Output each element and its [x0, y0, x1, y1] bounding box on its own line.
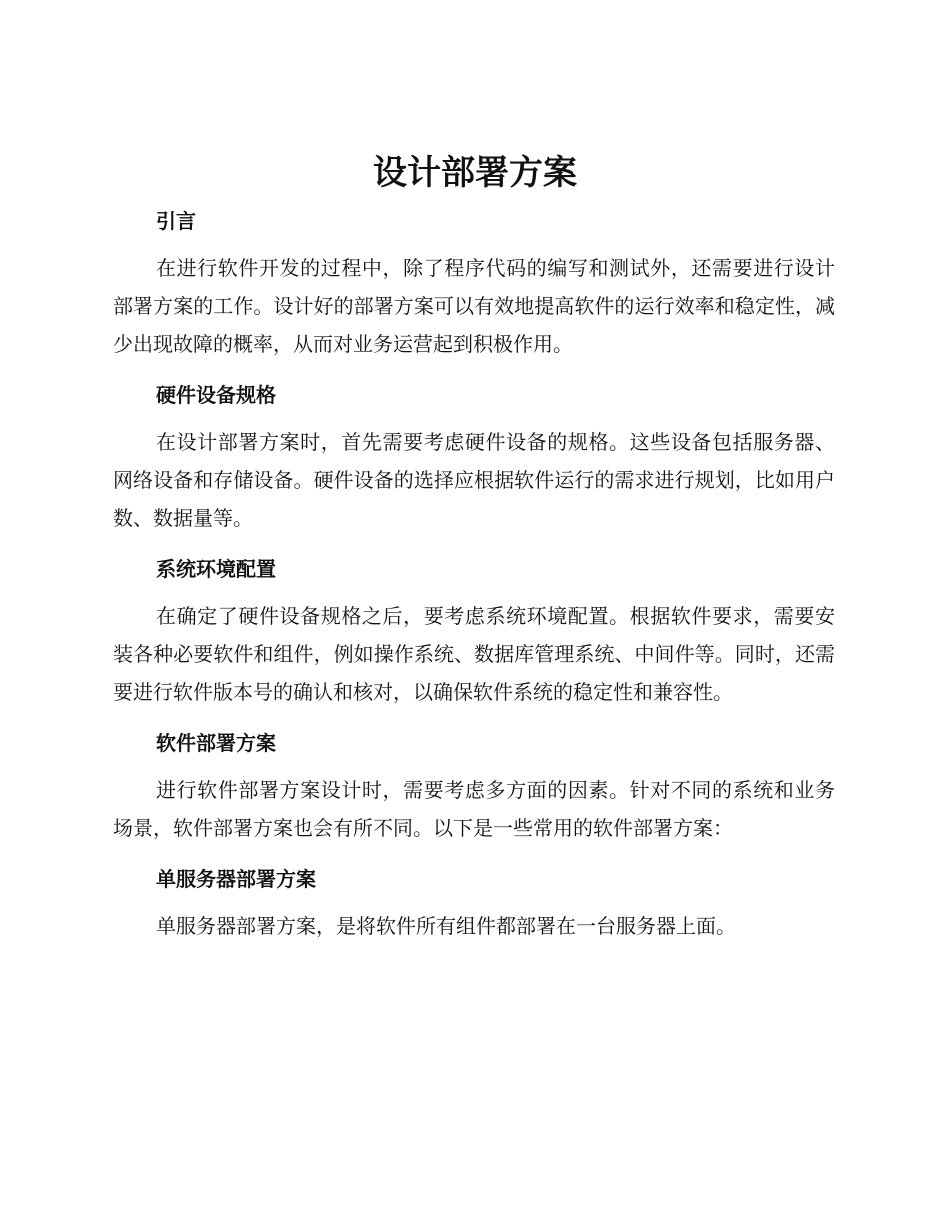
section-paragraph: 在设计部署方案时，首先需要考虑硬件设备的规格。这些设备包括服务器、网络设备和存储设备。硬件设备的选择应根据软件运行的需求进行规划，比如用户数、数据量等。: [113, 430, 835, 530]
section-heading: 软件部署方案: [156, 731, 276, 755]
section-introduction: [113, 198, 835, 372]
section-paragraph: 在进行软件开发的过程中，除了程序代码的编写和测试外，还需要进行设计部署方案的工作。设计好的部署方案可以有效地提高软件的运行效率和稳定性，减少出现故障的概率，从而对业务运营起到积极作用。: [113, 256, 835, 356]
section-heading: 硬件设备规格: [156, 383, 276, 407]
section-system-environment: [113, 546, 835, 720]
section-heading: 引言: [156, 209, 196, 233]
document-body: [113, 198, 835, 954]
section-single-server: [113, 856, 835, 954]
section-heading: 系统环境配置: [156, 557, 276, 581]
section-paragraph: 在确定了硬件设备规格之后，要考虑系统环境配置。根据软件要求，需要安装各种必要软件和组件，例如操作系统、数据库管理系统、中间件等。同时，还需要进行软件版本号的确认和核对，以确保软件系统的稳定性和兼容性。: [113, 604, 835, 704]
section-paragraph: 进行软件部署方案设计时，需要考虑多方面的因素。针对不同的系统和业务场景，软件部署方案也会有所不同。以下是一些常用的软件部署方案：: [113, 778, 835, 840]
section-software-deployment: [113, 720, 835, 856]
section-paragraph: 单服务器部署方案，是将软件所有组件都部署在一台服务器上面。: [156, 914, 736, 938]
section-hardware-specs: [113, 372, 835, 546]
document-title: 设计部署方案: [373, 153, 577, 193]
section-heading: 单服务器部署方案: [156, 867, 316, 891]
